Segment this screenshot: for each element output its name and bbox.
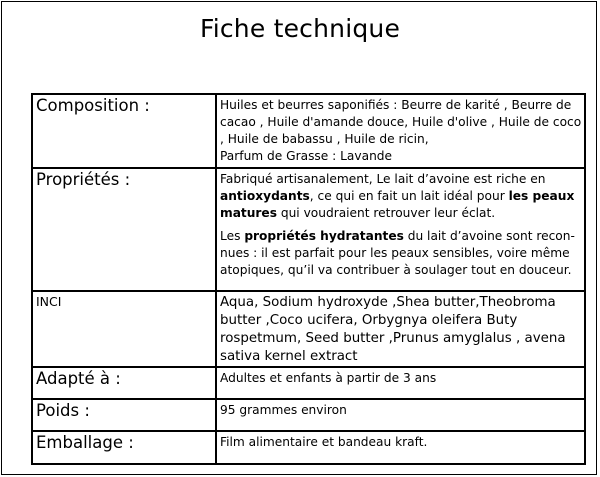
poids-value: 95 grammes environ [216,399,585,431]
table-row-emballage [32,431,585,464]
proprietes-bold: antioxydants [220,189,310,203]
proprietes-text: du lait d’avoine sont recon-nues : il est parfait pour les peaux sensibles, voire même atopiques, qu’il va contribuer à soulager tout en douceur. [220,229,575,277]
table-row-inci [32,291,585,367]
emballage-value: Film alimentaire et bandeau kraft. [216,431,585,464]
composition-text: Huiles et beurres saponifiés : Beurre de karité , Beurre de cacao , Huile d'amande douce, Huile d'olive , Huile de coco , Huile de babassu , Huile de ricin, [220,98,582,146]
proprietes-paragraph-1 [220,171,584,222]
proprietes-bold: propriétés hydratantes [244,229,404,243]
proprietes-text: Les [220,229,245,243]
composition-label: Composition : [32,94,216,168]
emballage-label: Emballage : [32,431,216,464]
proprietes-text: qui voudraient retrouver leur éclat. [276,206,496,220]
page-title: Fiche technique [199,14,401,43]
proprietes-label: Propriétés : [32,168,216,291]
spec-table [31,93,586,465]
proprietes-text: Fabriqué artisanalement, Le lait d’avoine est riche en [220,172,546,186]
composition-perfume: Parfum de Grasse : Lavande [220,149,393,163]
proprietes-text: , ce qui en fait un lait idéal pour [309,189,509,203]
adapte-value: Adultes et enfants à partir de 3 ans [216,367,585,399]
table-row-proprietes [32,168,585,291]
proprietes-value [216,168,585,291]
composition-value [216,94,585,168]
table-row-adapte [32,367,585,399]
adapte-label: Adapté à : [32,367,216,399]
inci-value: Aqua, Sodium hydroxyde ,Shea butter,Theobroma butter ,Coco ucifera, Orbygnya oleifera Buty rospetmum, Seed butter ,Prunus amyglalus , avena sativa kernel extract [216,291,585,367]
table-row-poids [32,399,585,431]
inci-label: INCI [32,291,216,367]
poids-label: Poids : [32,399,216,431]
table-row-composition [32,94,585,168]
proprietes-bold: les peaux matures [220,189,575,220]
proprietes-paragraph-2 [220,228,584,279]
